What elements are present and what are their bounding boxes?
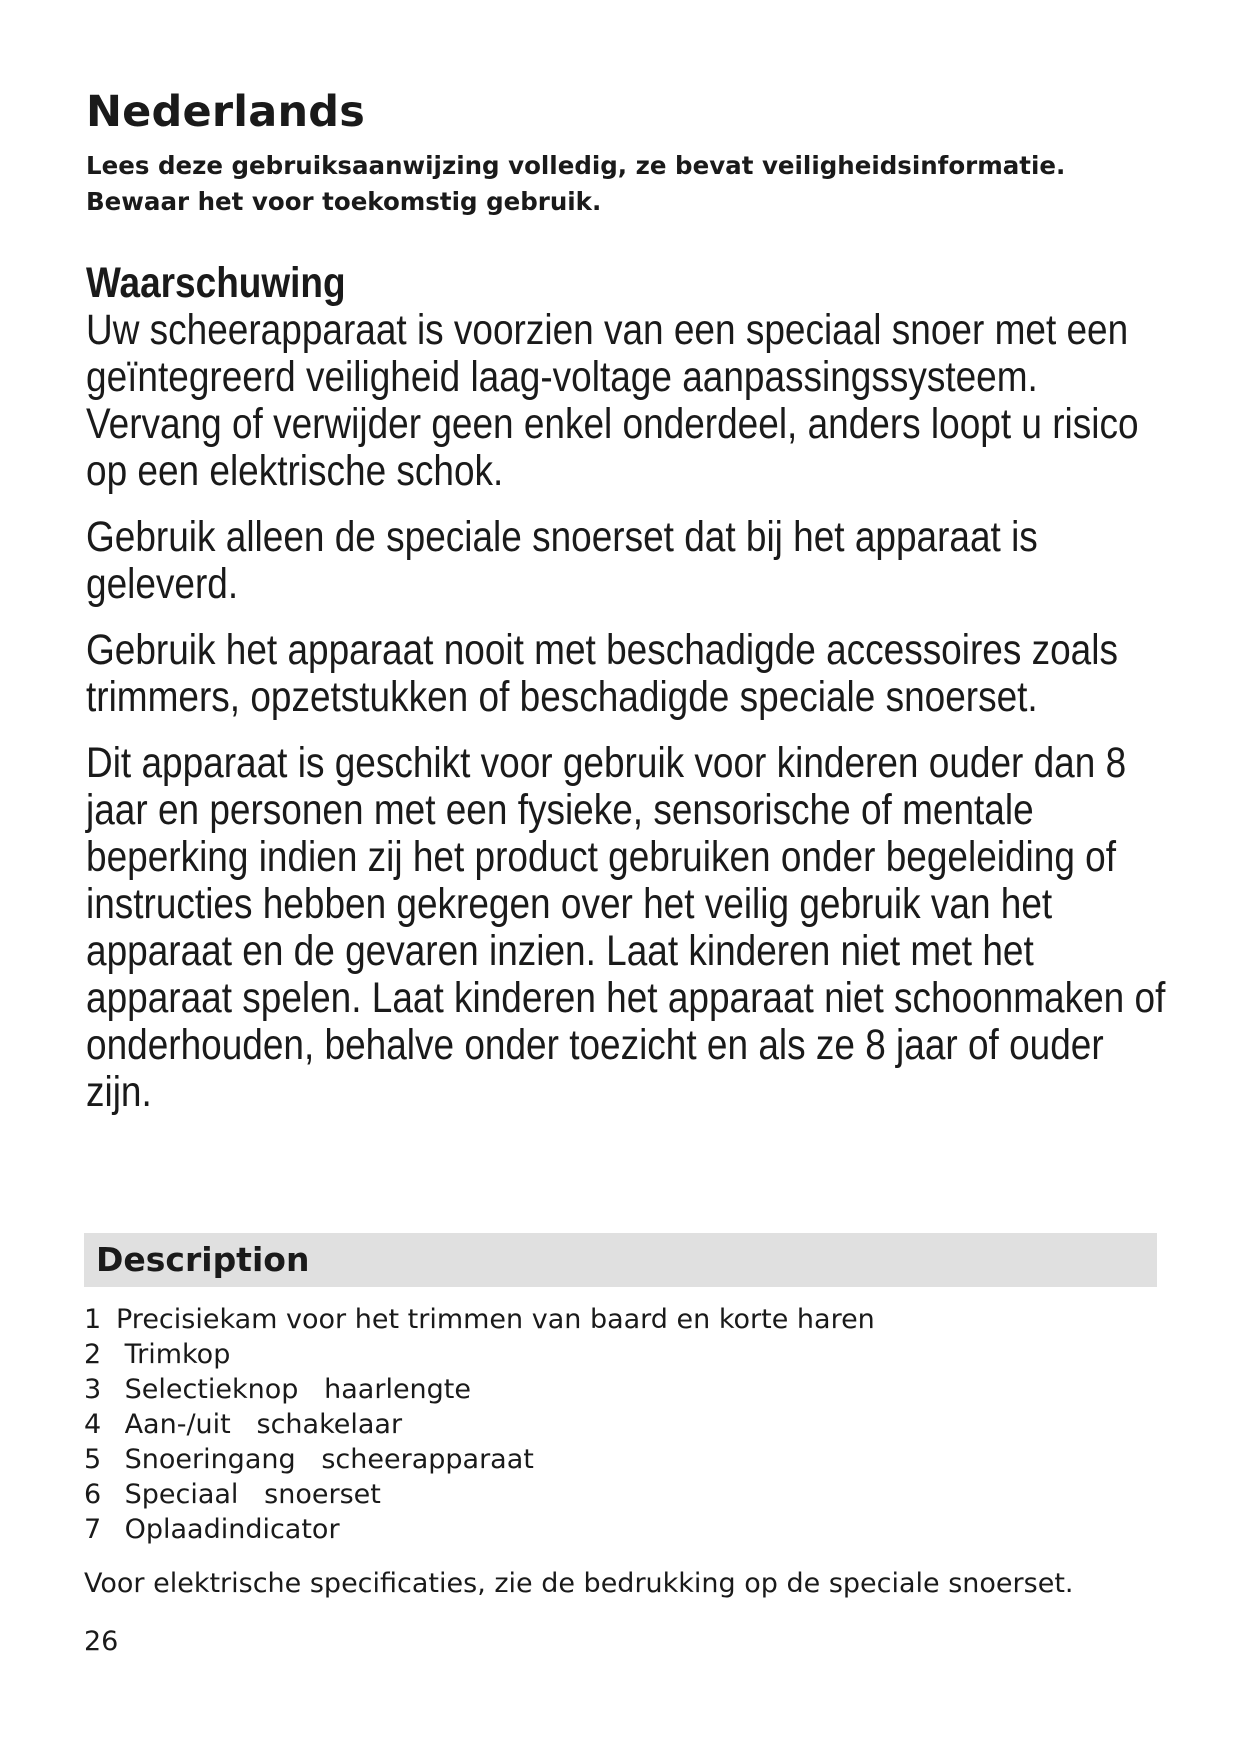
item-label: Precisiekam voor het trimmen van baard en korte haren — [116, 1304, 875, 1335]
page-number: 26 — [84, 1626, 119, 1657]
item-number: 5 — [84, 1444, 102, 1475]
list-item — [84, 1337, 875, 1372]
description-list — [84, 1302, 875, 1547]
specs-note: Voor elektrische specificaties, zie de bedrukking op de speciale snoerset. — [84, 1568, 1074, 1599]
list-item — [84, 1302, 875, 1337]
list-item — [84, 1407, 875, 1442]
item-label: Selectieknop haarlengte — [116, 1374, 472, 1405]
description-header-bar — [84, 1233, 1157, 1287]
warning-paragraph-3: Gebruik het apparaat nooit met beschadigde accessoires zoals trimmers, opzetstukken of beschadigde speciale snoerset. — [86, 626, 1118, 721]
warning-paragraph-4: Dit apparaat is geschikt voor gebruik voor kinderen ouder dan 8 jaar en personen met een fysieke, sensorische of mentale beperking indien zij het product gebruiken onder begeleiding of instructies hebben gekregen over het veilig gebruik van het apparaat en de gevaren inzien. Laat kinderen niet met het apparaat spelen. Laat kinderen het apparaat niet schoonmaken of onderhouden, behalve onder toezicht en als ze 8 jaar of ouder zijn. — [86, 739, 1166, 1116]
item-label: Oplaadindicator — [116, 1514, 340, 1545]
warning-body — [86, 307, 1176, 1116]
warning-paragraph-2: Gebruik alleen de speciale snoerset dat bij het apparaat is geleverd. — [86, 513, 1038, 608]
item-label: Speciaal snoerset — [116, 1479, 381, 1510]
item-number: 3 — [84, 1374, 102, 1405]
language-title: Nederlands — [86, 87, 366, 137]
list-item — [84, 1477, 875, 1512]
intro-line-1: Lees deze gebruiksaanwijzing volledig, ze bevat veiligheidsinformatie. — [86, 151, 1066, 180]
page-content — [86, 84, 1176, 1135]
item-number: 2 — [84, 1339, 102, 1370]
intro-notice — [86, 148, 1176, 220]
item-label: Trimkop — [116, 1339, 231, 1370]
item-number: 6 — [84, 1479, 102, 1510]
warning-heading: Waarschuwing — [86, 259, 346, 307]
list-item — [84, 1372, 875, 1407]
warning-paragraph-1: Uw scheerapparaat is voorzien van een speciaal snoer met een geïntegreerd veiligheid laag-voltage aanpassingssysteem. Vervang of verwijder geen enkel onderdeel, anders loopt u risico op een elektrische schok. — [86, 306, 1139, 495]
item-number: 4 — [84, 1409, 102, 1440]
item-label: Aan-/uit schakelaar — [116, 1409, 403, 1440]
intro-line-2: Bewaar het voor toekomstig gebruik. — [86, 187, 602, 216]
item-number: 1 — [84, 1304, 102, 1335]
item-number: 7 — [84, 1514, 102, 1545]
list-item — [84, 1442, 875, 1477]
list-item — [84, 1512, 875, 1547]
item-label: Snoeringang scheerapparaat — [116, 1444, 534, 1475]
description-heading: Description — [96, 1240, 310, 1279]
